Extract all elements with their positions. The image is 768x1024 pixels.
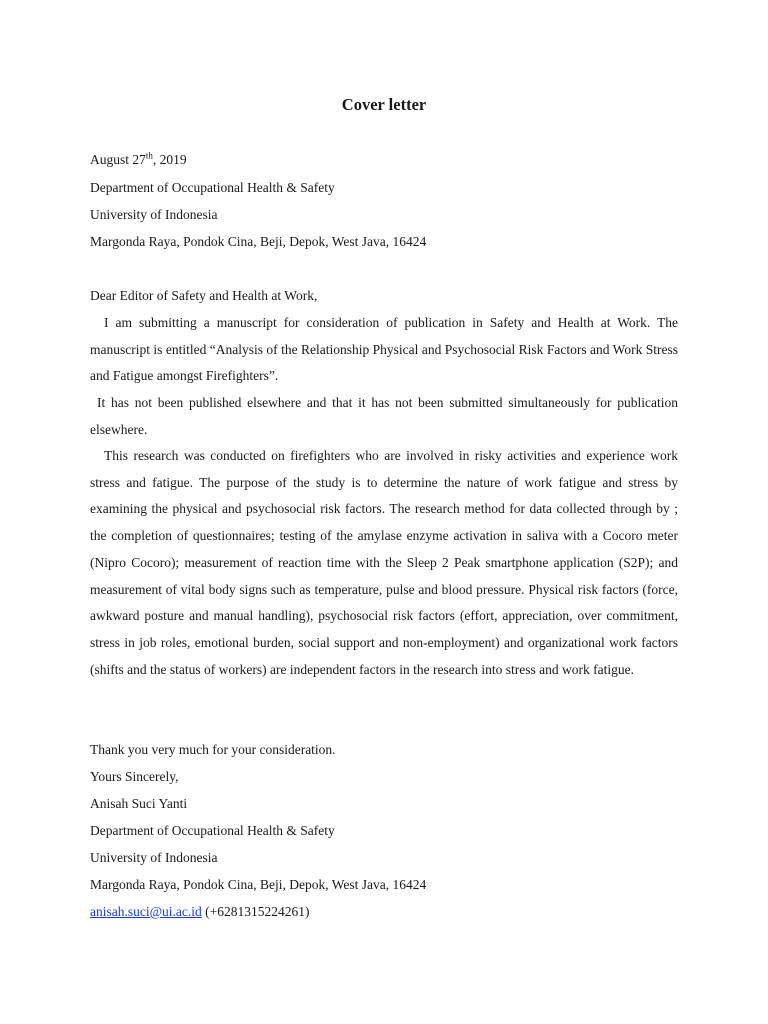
document-title: Cover letter [341, 95, 427, 114]
date-month-day: August 27 [90, 152, 146, 167]
signatory-department: Department of Occupational Health & Safety [90, 823, 335, 838]
closing-sign-off: Yours Sincerely, [90, 769, 179, 784]
signatory-address: Margonda Raya, Pondok Cina, Beji, Depok, West Java, 16424 [90, 877, 427, 892]
date-year: , 2019 [152, 152, 187, 167]
closing-thanks: Thank you very much for your consideration. [90, 742, 336, 757]
signatory-contact [90, 902, 310, 922]
phone-number: (+6281315224261) [201, 904, 310, 919]
letter-date [90, 150, 187, 170]
salutation: Dear Editor of Safety and Health at Work, [90, 288, 318, 303]
sender-department: Department of Occupational Health & Safety [90, 180, 335, 195]
document-page [90, 0, 678, 1024]
sender-university: University of Indonesia [90, 207, 218, 222]
signatory-university: University of Indonesia [90, 850, 218, 865]
sender-address: Margonda Raya, Pondok Cina, Beji, Depok, West Java, 16424 [90, 234, 427, 249]
body-paragraph-3: This research was conducted on firefighters who are involved in risky activities and experience work stress and fatigue. The purpose of the study is to determine the nature of work fatigue and stress by examining the physical and psychosocial risk factors. The research method for data collected through by ; the completion of questionnaires; testing of the amylase enzyme activation in saliva with a Cocoro meter (Nipro Cocoro); measurement of reaction time with the Sleep 2 Peak smartphone application (S2P); and measurement of vital body signs such as temperature, pulse and blood pressure. Physical risk factors (force, awkward posture and manual handling), psychosocial risk factors (effort, appreciation, over commitment, stress in job roles, emotional burden, social support and non-employment) and organizational work factors (shifts and the status of workers) are independent factors in the research into stress and work fatigue. [90, 448, 678, 677]
body-paragraph-1: I am submitting a manuscript for consideration of publication in Safety and Health at Work. The manuscript is entitled “Analysis of the Relationship Physical and Psychosocial Risk Factors and Work Stress and Fatigue amongst Firefighters”. [90, 315, 678, 384]
email-link[interactable]: anisah.suci@ui.ac.id [90, 904, 202, 919]
signatory-name: Anisah Suci Yanti [90, 796, 188, 811]
date-ordinal-suffix: th [145, 150, 153, 161]
body-paragraph-2: It has not been published elsewhere and that it has not been submitted simultaneously for publication elsewhere. [90, 395, 678, 437]
